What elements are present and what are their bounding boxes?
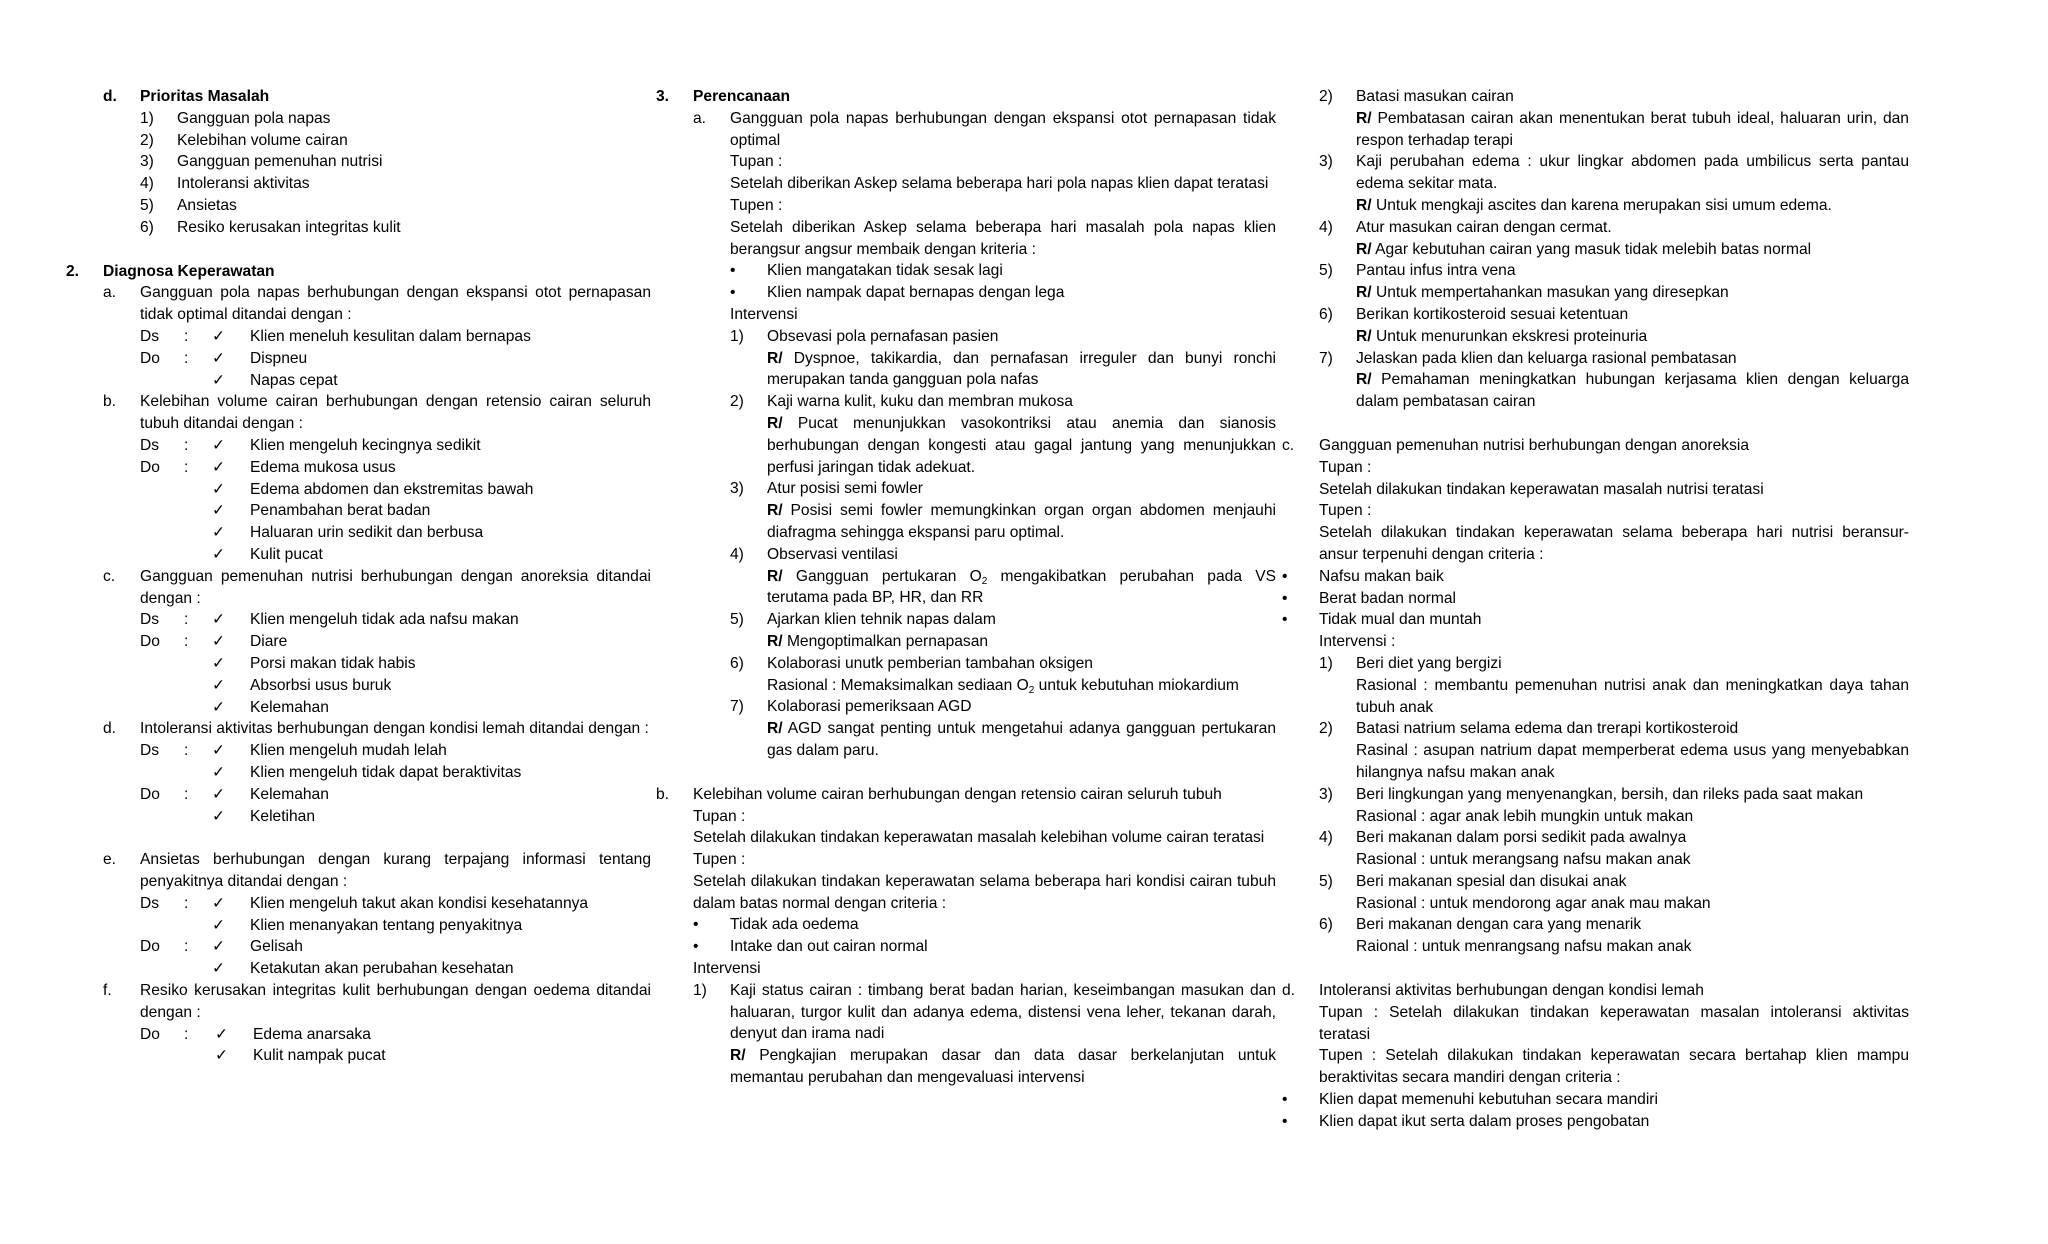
check-icon [212,675,250,697]
do-row: Do :✓ Kelemahan [140,784,651,806]
plan-a: a. Gangguan pola napas berhubungan dengan ekspansi otot pernapasan tidak optimal Tupan : Setelah diberikan Askep selama beberapa hari pola napas klien dapat teratasi Tupen : Setelah diberikan Askep selama beberapa hari masalah pola napas klien berangsur angsur membaik dengan kriteria : • Klien mangatakan tidak sesak lagi • Klien nampak dapat bernapas dengan lega Intervensi 1) Obsevasi pola pernafasan pasien R/ Dyspnoe, takikardia, dan pernafasan irreguler dan bunyi ronchi merupakan tanda gangguan pola nafas 2) Kaji warna kulit, kuku dan membran mukosa R/ Pucat menunjukkan vasokontriksi atau anemia dan sianosis berhubungan dengan kongesti atau gagal jantung yang menunjukkan perfusi jaringan tidak adekuat. 3) Atur posisi semi fowler R/ Posisi semi fowler memungkinkan organ organ abdomen menjauhi diafragma sehingga ekspansi paru optimal. 4) Observasi ventilasi R/ Gangguan pertukaran $O_2$ mengakibatkan perubahan pada VS terutama pada BP, HR, dan RR 5) Ajarkan klien tehnik napas dalam R/ Mengoptimalkan pernapasan 6) Kolaborasi unutk pemberian tambahan oksigen Rasional : Memaksimalkan sediaan $O_2$ untuk kebutuhan miokardium 7) Kolaborasi pemeriksaan AGD R/ AGD sangat penting untuk mengetahui adanya gangguan pertukaran gas dalam paru. [656,108,1276,762]
criteria-item: • Klien dapat memenuhi kebutuhan secara mandiri [1282,1091,1658,1109]
plan-b-continued [1282,86,1909,413]
intervention-item: 5) Pantau infus intra vena R/ Untuk mempertahankan masukan yang diresepkan [1319,262,1729,302]
do-row: ✓Porsi makan tidak habis [140,653,651,675]
check-icon [215,1045,253,1067]
criteria-item: • Klien dapat ikut serta dalam proses pengobatan [1282,1112,1650,1130]
list-item: 2) Kelebihan volume cairan [140,131,348,149]
do-row: ✓Ketakutan akan perubahan kesehatan [140,958,651,980]
plan-d: d. Intoleransi aktivitas berhubungan dengan kondisi lemah Tupan : Setelah dilakukan tindakan keperawatan masalan intoleransi aktivitas teratasi Tupen : Setelah dilakukan tindakan keperawatan secara bertahap klien mampu beraktivitas secara mandiri dengan criteria : [1282,982,1909,1087]
do-row: ✓Penambahan berat badan [140,500,651,522]
check-icon [212,435,250,457]
check-icon [212,370,250,392]
intervention-item: 6) Kolaborasi unutk pemberian tambahan oksigen Rasional : Memaksimalkan sediaan $O_2$ untuk kebutuhan miokardium [730,654,1239,696]
diagnosis-c: c. Gangguan pemenuhan nutrisi berhubungan dengan anoreksia ditandai dengan : [103,567,651,607]
ds-row: Ds :✓ Klien mengeluh tidak ada nafsu makan [140,609,651,631]
ds-row: ✓Klien mengeluh tidak dapat beraktivitas [140,762,651,784]
criteria-item: • Intake dan out cairan normal [693,938,928,956]
do-row: ✓Absorbsi usus buruk [140,675,651,697]
check-icon [212,784,250,806]
ds-row: Ds :✓ Klien mengeluh mudah lelah [140,740,651,762]
ds-row: ✓Klien menanyakan tentang penyakitnya [140,915,651,937]
criteria-item: • Klien nampak dapat bernapas dengan lega [730,284,1065,302]
plan-b: b. Kelebihan volume cairan berhubungan dengan retensio cairan seluruh tubuh Tupan : Setelah dilakukan tindakan keperawatan masalah kelebihan volume cairan teratasi Tupen : Setelah dilakukan tindakan keperawatan selama beberapa hari kondisi cairan tubuh dalam batas normal dengan criteria : • Tidak ada oedema • Intake dan out cairan normal Intervensi 1) Kaji status cairan : timbang berat badan harian, keseimbangan masukan dan haluaran, turgor kulit dan adanya edema, distensi vena leher, tekanan darah, denyut dan irama nadi R/ Pengkajian merupakan dasar dan data dasar berkelanjutan untuk memantau perubahan dan mengevaluasi intervensi [656,784,1276,1089]
check-icon [212,348,250,370]
criteria-item: • Nafsu makan baik [1282,567,1444,585]
column-perencanaan [656,86,1276,1089]
check-icon [212,500,250,522]
intervention-item: 1) Kaji status cairan : timbang berat badan harian, keseimbangan masukan dan haluaran, turgor kulit dan adanya edema, distensi vena leher, tekanan darah, denyut dan irama nadi R/ Pengkajian merupakan dasar dan data dasar berkelanjutan untuk memantau perubahan dan mengevaluasi intervensi [693,981,1276,1087]
check-icon [212,457,250,479]
criteria-item: • Berat badan normal [1282,589,1456,607]
do-row: ✓Kulit nampak pucat [140,1045,651,1067]
check-icon [212,544,250,566]
check-icon [212,326,250,348]
intervention-item: 5) Ajarkan klien tehnik napas dalam R/ Mengoptimalkan pernapasan [730,611,996,650]
intervention-item: 3) Beri lingkungan yang menyenangkan, bersih, dan rileks pada saat makan Rasional : agar anak lebih mungkin untuk makan [1319,785,1864,825]
ds-row: Ds :✓ Klien meneluh kesulitan dalam bernapas [140,326,651,348]
check-icon [212,697,250,719]
diagnosis-f: f. Resiko kerusakan integritas kulit berhubungan dengan oedema ditandai dengan : [103,982,651,1021]
check-icon [212,653,250,675]
do-row: Do :✓ Edema mukosa usus [140,457,651,479]
check-icon [212,740,250,762]
intervention-item: 2) Kaji warna kulit, kuku dan membran mukosa R/ Pucat menunjukkan vasokontriksi atau anemia dan sianosis berhubungan dengan kongesti atau gagal jantung yang menunjukkan perfusi jaringan tidak adekuat. [730,393,1276,476]
do-row: Do :✓ Diare [140,631,651,653]
intervention-item: 4) Atur masukan cairan dengan cermat. R/ Agar kebutuhan cairan yang masuk tidak melebih batas normal [1319,218,1812,258]
list-item: 5) Ansietas [140,196,237,214]
plan-c: c. Gangguan pemenuhan nutrisi berhubungan dengan anoreksia Tupan : Setelah dilakukan tindakan keperawatan masalah nutrisi teratasi Tupen : Setelah dilakukan tindakan keperawatan selama beberapa hari nutrisi beransur-ansur terpenuhi dengan criteria : [1282,436,1909,563]
perencanaan-heading: 3. Perencanaan [656,88,791,105]
ds-row: Ds :✓ Klien mengeluh takut akan kondisi kesehatannya [140,893,651,915]
diagnosis-a: a. Gangguan pola napas berhubungan dengan ekspansi otot pernapasan tidak optimal ditandai dengan : [103,284,651,324]
do-row: Do :✓ Edema anarsaka [140,1024,651,1046]
diagnosa-heading: 2. Diagnosa Keperawatan [66,262,275,280]
plan-c-interventions [1282,653,1909,958]
do-row: Do :✓ Gelisah [140,936,651,958]
check-icon [212,631,250,653]
intervention-item: 7) Kolaborasi pemeriksaan AGD R/ AGD sangat penting untuk mengetahui adanya gangguan pertukaran gas dalam paru. [730,698,1276,759]
intervention-item: 2) Batasi natrium selama edema dan trerapi kortikosteroid Rasinal : asupan natrium dapat memperberat edema usus yang menyebabkan hilangnya nafsu makan anak [1319,720,1909,781]
intervention-item: 2) Batasi masukan cairan R/ Pembatasan cairan akan menentukan berat tubuh ideal, haluaran urin, dan respon terhadap terapi [1319,88,1909,149]
intervention-item: 1) Obsevasi pola pernafasan pasien R/ Dyspnoe, takikardia, dan pernafasan irreguler dan bunyi ronchi merupakan tanda gangguan pola nafas [730,327,1276,389]
intervention-item: 3) Atur posisi semi fowler R/ Posisi semi fowler memungkinkan organ organ abdomen menjauhi diafragma sehingga ekspansi paru optimal. [730,480,1276,541]
do-row: Do :✓ Dispneu [140,348,651,370]
intervention-item: 4) Observasi ventilasi R/ Gangguan pertukaran $O_2$ mengakibatkan perubahan pada VS terutama pada BP, HR, dan RR [730,545,1277,607]
do-row: ✓Napas cepat [140,370,651,392]
check-icon [212,893,250,915]
check-icon [212,915,250,937]
do-row: ✓Edema abdomen dan ekstremitas bawah [140,479,651,501]
check-icon [212,479,250,501]
criteria-item: • Tidak ada oedema [693,916,859,934]
list-item: 3) Gangguan pemenuhan nutrisi [140,153,383,171]
priority-list [66,108,651,239]
column-diagnosa [66,86,651,1067]
plan-d-criteria [1282,1089,1909,1133]
diagnosis-b-signs [66,435,651,566]
diagnosis-d-signs [66,740,651,827]
do-row: ✓Kelemahan [140,697,651,719]
criteria-item: • Klien mangatakan tidak sesak lagi [730,262,1003,280]
diagnosis-d: d. Intoleransi aktivitas berhubungan dengan kondisi lemah ditandai dengan : [103,720,649,738]
do-row: ✓Keletihan [140,806,651,828]
diagnosis-e: e. Ansietas berhubungan dengan kurang terpajang informasi tentang penyakitnya ditandai dengan : [103,851,651,891]
diagnosis-f-signs [66,1024,651,1068]
intervention-item: 6) Berikan kortikosteroid sesuai ketentuan R/ Untuk menurunkan ekskresi proteinuria [1319,305,1648,345]
ds-row: Ds :✓ Klien mengeluh kecingnya sedikit [140,435,651,457]
check-icon [212,936,250,958]
do-row: ✓Kulit pucat [140,544,651,566]
diagnosis-a-signs [66,326,651,391]
intervention-item: 3) Kaji perubahan edema : ukur lingkar abdomen pada umbilicus serta pantau edema sekitar mata. R/ Untuk mengkaji ascites dan karena merupakan sisi umum edema. [1319,153,1909,214]
check-icon [212,806,250,828]
intervention-item: 6) Beri makanan dengan cara yang menarik Raional : untuk menrangsang nafsu makan anak [1319,916,1692,956]
check-icon [215,1024,253,1046]
prioritas-heading: d. Prioritas Masalah [103,88,270,105]
check-icon [212,958,250,980]
intervention-item: 7) Jelaskan pada klien dan keluarga rasional pembatasan R/ Pemahaman meningkatkan hubungan kerjasama klien dengan keluarga dalam pembatasan cairan [1319,349,1909,411]
list-item: 6) Resiko kerusakan integritas kulit [140,218,401,236]
intervention-item: 1) Beri diet yang bergizi Rasional : membantu pemenuhan nutrisi anak dan meningkatkan daya tahan tubuh anak [1319,654,1909,716]
diagnosis-b: b. Kelebihan volume cairan berhubungan dengan retensio cairan seluruh tubuh ditandai dengan : [103,393,651,433]
column-perencanaan-lanjutan: 2) Batasi masukan cairan R/ Pembatasan cairan akan menentukan berat tubuh ideal, haluaran urin, dan respon terhadap terapi 3) Kaji perubahan edema : ukur lingkar abdomen pada umbilicus serta pantau edema sekitar mata. R/ Untuk mengkaji ascites dan karena merupakan sisi umum edema. 4) Atur masukan cairan dengan cermat. R/ Agar kebutuhan cairan yang masuk tidak melebih batas normal 5) Pantau infus intra vena R/ Untuk mempertahankan masukan yang diresepkan 6) Berikan kortikosteroid sesuai ketentuan R/ Untuk menurunkan ekskresi proteinuria 7) Jelaskan pada klien dan keluarga rasional pembatasan R/ Pemahaman meningkatkan hubungan kerjasama klien dengan keluarga dalam pembatasan cairan c. Gangguan pemenuhan nutrisi berhubungan dengan anoreksia Tupan : Setelah dilakukan tindakan keperawatan masalah nutrisi teratasi Tupen : Setelah dilakukan tindakan keperawatan selama beberapa hari nutrisi beransur-ansur terpenuhi dengan criteria : • Nafsu makan baik • Berat badan normal • Tidak mual dan muntah Intervensi : 1) Beri diet yang bergizi Rasional : membantu pemenuhan nutrisi anak dan meningkatkan daya tahan tubuh anak 2) Batasi natrium selama edema dan trerapi kortikosteroid Rasinal : asupan natrium dapat memperberat edema usus yang menyebabkan hilangnya nafsu makan anak 3) Beri lingkungan yang menyenangkan, bersih, dan rileks pada saat makan Rasional : agar anak lebih mungkin untuk makan 4) Beri makanan dalam porsi sedikit pada awalnya Rasional : untuk merangsang nafsu makan anak 5) Beri makanan spesial dan disukai anak Rasional : untuk mendorong agar anak mau makan 6) Beri makanan dengan cara yang menarik Raional : untuk menrangsang nafsu makan anak d. Intoleransi aktivitas berhubungan dengan kondisi lemah Tupan : Setelah dilakukan tindakan keperawatan masalan intoleransi aktivitas teratasi Tupen : Setelah dilakukan tindakan keperawatan secara bertahap klien mampu beraktivitas secara mandiri dengan criteria : • Klien dapat memenuhi kebutuhan secara mandiri • Klien dapat ikut serta dalam proses pengobatan [1282,86,1909,1133]
list-item: 4) Intoleransi aktivitas [140,175,310,193]
check-icon [212,522,250,544]
do-row: ✓Haluaran urin sedikit dan berbusa [140,522,651,544]
check-icon [212,609,250,631]
intervention-item: 4) Beri makanan dalam porsi sedikit pada awalnya Rasional : untuk merangsang nafsu makan anak [1319,829,1691,869]
diagnosis-c-signs [66,609,651,718]
intervention-item: 5) Beri makanan spesial dan disukai anak Rasional : untuk mendorong agar anak mau makan [1319,872,1711,912]
criteria-item: • Tidak mual dan muntah [1282,611,1482,629]
plan-c-criteria [1282,566,1909,631]
check-icon [212,762,250,784]
diagnosis-e-signs [66,893,651,980]
list-item: 1) Gangguan pola napas [140,109,331,127]
